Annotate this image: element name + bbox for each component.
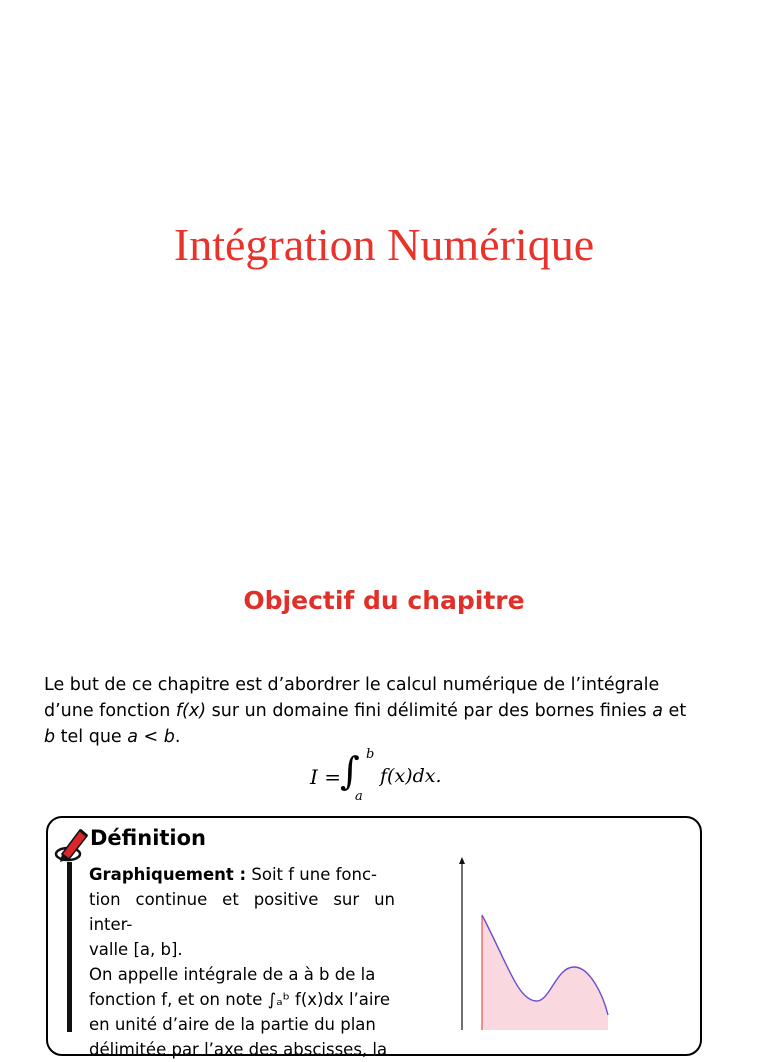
graph-label: Graphiquement : xyxy=(89,865,247,884)
intro-line-1: Le but de ce chapitre est d’abordrer le calcul numérique de l’intégrale xyxy=(44,675,660,695)
definition-line: fonction f, et on note ∫ₐᵇ f(x)dx l’aire xyxy=(89,990,391,1009)
definition-line: On appelle intégrale de a à b de la xyxy=(89,965,376,984)
intro-text: d’une fonction xyxy=(44,701,176,721)
page-title: Intégration Numérique xyxy=(173,219,595,270)
definition-text-span: Soit f une fonc- xyxy=(246,865,378,884)
formula-lhs: I = xyxy=(310,765,342,789)
intro-text: tel que xyxy=(55,727,128,747)
definition-heading: Définition xyxy=(90,826,207,850)
formula-body: f(x)dx. xyxy=(380,765,442,787)
integral-area-graph xyxy=(438,855,628,1030)
definition-sidebar xyxy=(67,862,72,1032)
upper-bound: b xyxy=(366,747,375,762)
section-title: Objectif du chapitre xyxy=(243,586,525,615)
intro-line-2 xyxy=(44,698,734,724)
intro-text: sur un domaine fini délimité par des bornes finies xyxy=(206,701,653,721)
integral-sign: ∫ xyxy=(340,749,360,793)
integral-formula xyxy=(300,747,500,807)
pencil-icon xyxy=(52,824,92,864)
area-under-curve xyxy=(482,915,608,1030)
definition-line xyxy=(89,862,395,887)
intro-text: et xyxy=(662,701,687,721)
variable-a: a xyxy=(652,701,663,721)
function-fx: f(x) xyxy=(175,701,207,721)
y-axis-arrow xyxy=(459,857,465,864)
intro-text: . xyxy=(174,727,181,747)
definition-text xyxy=(89,862,395,1062)
definition-line: valle [a, b]. xyxy=(89,940,183,959)
intro-paragraph xyxy=(44,672,734,750)
definition-line: en unité d’aire de la partie du plan xyxy=(89,1015,376,1034)
variable-b: b xyxy=(44,727,56,747)
inequality: a < b xyxy=(127,727,175,747)
definition-line: tion continue et positive sur un inter- xyxy=(89,890,395,934)
definition-line: délimitée par l’axe des abscisses, la xyxy=(89,1040,388,1059)
lower-bound: a xyxy=(355,789,363,804)
